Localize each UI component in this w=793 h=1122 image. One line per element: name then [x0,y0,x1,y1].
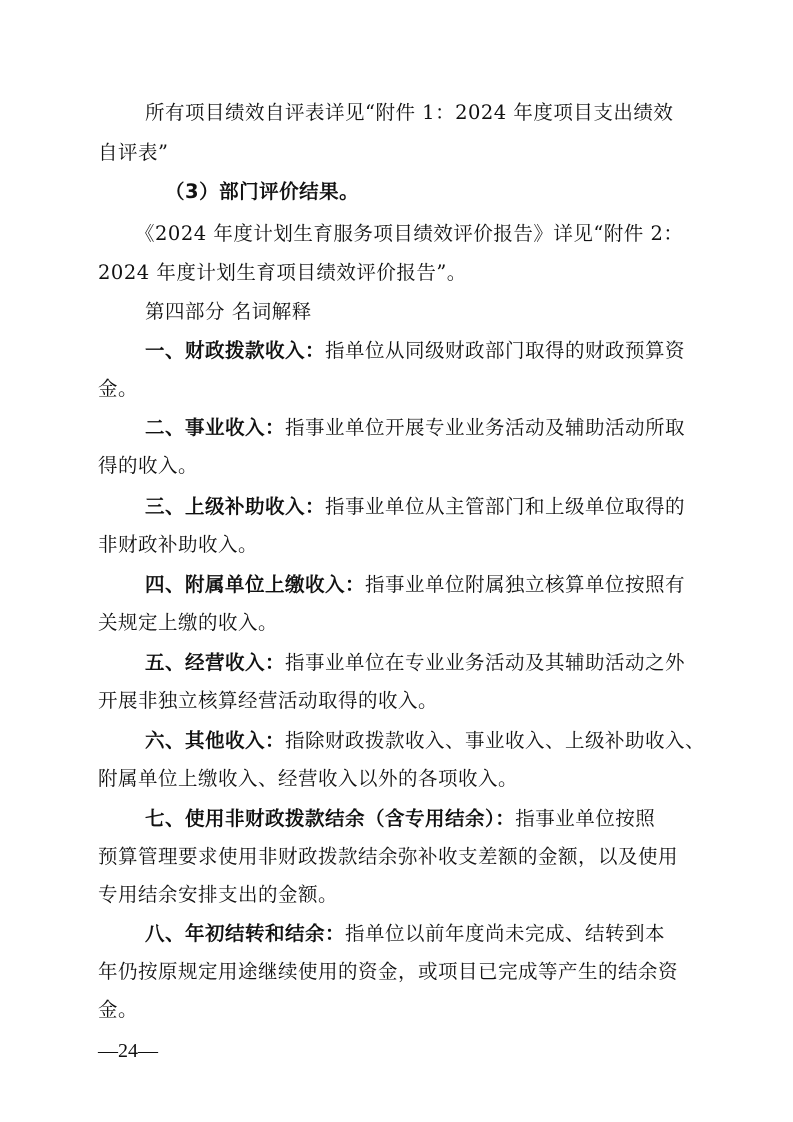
definition-term: 三、上级补助收入： [145,495,326,518]
definition-text-cont: 专用结余安排支出的金额。 [98,883,339,906]
definition-item [145,800,655,838]
definition-text-cont: 金。 [98,377,139,400]
definition-item [145,915,665,953]
definition-item [145,566,685,604]
definition-item [145,332,685,370]
definition-text: 指事业单位按照 [515,807,656,830]
definition-text: 指事业单位在专业业务活动及其辅助活动之外 [285,651,686,674]
definition-term: 五、经营收入： [145,651,286,674]
definition-text-cont: 开展非独立核算经营活动取得的收入。 [98,689,439,712]
definition-text-cont: 关规定上缴的收入。 [98,611,279,634]
definition-text-cont: 得的收入。 [98,454,199,477]
page-number: —24— [98,1040,158,1062]
subheading-3: （3）部门评价结果。 [165,180,360,203]
definition-text: 指事业单位开展专业业务活动及辅助活动所取 [285,416,686,439]
definition-item [145,488,685,526]
definition-text-cont: 金。 [98,998,139,1021]
section4-heading: 第四部分 名词解释 [145,300,312,323]
definition-term: 一、财政拨款收入： [145,339,326,362]
para1-line2: 自评表” [98,141,169,164]
definition-term: 六、其他收入： [145,729,286,752]
definition-text-cont: 附属单位上缴收入、经营收入以外的各项收入。 [98,767,519,790]
definition-text: 指单位从同级财政部门取得的财政预算资 [325,339,686,362]
definition-term: 八、年初结转和结余： [145,922,346,945]
para2-line2: 2024 年度计划生育项目绩效评价报告”。 [98,261,467,284]
para1-line1: 所有项目绩效自评表详见“附件 1：2024 年度项目支出绩效 [145,101,674,124]
definition-text-cont: 非财政补助收入。 [98,533,259,556]
definition-text: 指事业单位从主管部门和上级单位取得的 [325,495,686,518]
definition-text: 指除财政拨款收入、事业收入、上级补助收入、 [285,729,706,752]
definition-text: 指单位以前年度尚未完成、结转到本 [345,922,666,945]
definition-item [145,722,705,760]
para2-line1: 《2024 年度计划生育服务项目绩效评价报告》详见“附件 2： [135,222,684,245]
definition-item [145,644,685,682]
definition-item [145,409,685,447]
definition-term: 四、附属单位上缴收入： [145,573,366,596]
definition-text: 指事业单位附属独立核算单位按照有 [365,573,686,596]
definition-term: 七、使用非财政拨款结余（含专用结余）： [145,807,516,830]
definition-text-cont: 年仍按原规定用途继续使用的资金，或项目已完成等产生的结余资 [98,960,679,983]
definition-text-cont: 预算管理要求使用非财政拨款结余弥补收支差额的金额，以及使用 [98,845,679,868]
definition-term: 二、事业收入： [145,416,286,439]
